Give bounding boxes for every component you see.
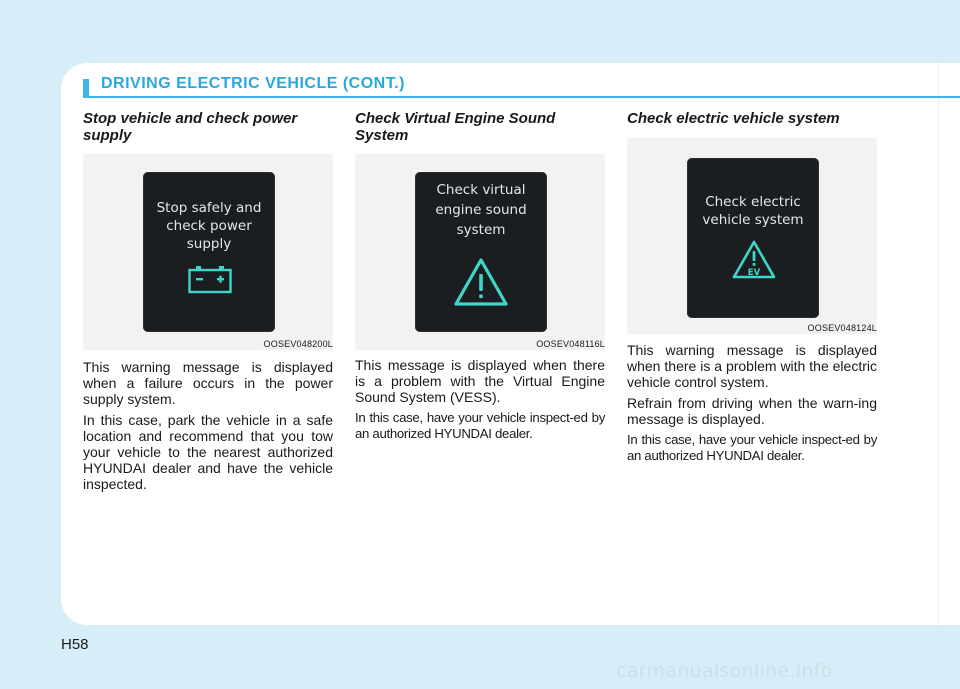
section-header-title: DRIVING ELECTRIC VEHICLE (CONT.)	[101, 75, 406, 92]
cluster-display-power-supply	[143, 172, 275, 332]
cluster-display-vess	[415, 172, 547, 332]
page-number: H58	[61, 636, 89, 653]
header-accent-bar	[83, 79, 89, 96]
figure-code: OOSEV048116L	[536, 339, 605, 349]
display-message: Stop safely and check power supply	[156, 200, 262, 252]
ev-label: EV	[747, 268, 761, 278]
watermark: carmanualsonline.info	[616, 660, 833, 682]
warning-triangle-icon	[452, 256, 510, 308]
paragraph: This warning message is displayed when a failure occurs in the power supply system.	[83, 359, 333, 407]
paragraph: In this case, have your vehicle inspect-ed by an authorized HYUNDAI dealer.	[627, 432, 877, 463]
paragraph: This warning message is displayed when there is a problem with the electric vehicle control system.	[627, 342, 877, 390]
battery-icon	[188, 266, 232, 294]
header-underline	[83, 96, 960, 98]
card-right-rule	[938, 63, 939, 625]
figure-code: OOSEV048124L	[807, 323, 877, 333]
paragraph: This message is displayed when there is a problem with the Virtual Engine Sound System (VESS).	[355, 357, 605, 405]
display-message: Check virtual engine sound system	[435, 182, 527, 238]
ev-warning-icon	[732, 240, 776, 280]
display-message: Check electric vehicle system	[702, 194, 804, 228]
section-title-vess: Check Virtual Engine Sound System	[355, 110, 556, 144]
paragraph: Refrain from driving when the warn-ing message is displayed.	[627, 395, 877, 427]
figure-code: OOSEV048200L	[263, 339, 333, 349]
paragraph: In this case, park the vehicle in a safe location and recommend that you tow your vehicle to the nearest authorized HYUNDAI dealer and have the vehicle inspected.	[83, 412, 333, 492]
paragraph: In this case, have your vehicle inspect-ed by an authorized HYUNDAI dealer.	[355, 410, 605, 441]
section-title-power-supply: Stop vehicle and check power supply	[83, 110, 298, 144]
section-title-ev-system: Check electric vehicle system	[627, 110, 840, 127]
cluster-display-ev-system	[687, 158, 819, 318]
